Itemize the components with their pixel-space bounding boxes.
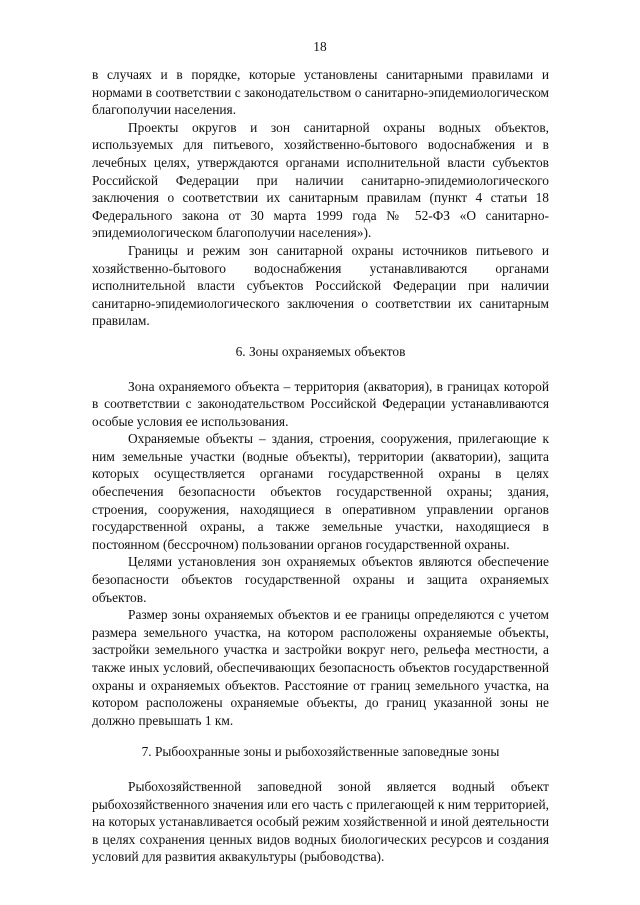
section-6-heading: 6. Зоны охраняемых объектов xyxy=(235,343,406,359)
page-number: 18 xyxy=(313,39,327,54)
section-6-paragraph-4: Размер зоны охраняемых объектов и ее границы определяются с учетом размера земельного участка, на котором расположены охраняемые объекты, застройки земельного участка и застройки вокруг него, рельефа местности, а также иных условий, обеспечивающих безопасность объектов государственной охраны и охраняемых объектов. Расстояние от границ земельного участка, на котором расположены охраняемые объекты, до границ указанной зоны не должно превышать 1 км. xyxy=(92,607,549,728)
section-7-paragraph-1: Рыбохозяйственной заповедной зоной является водный объект рыбохозяйственного значения или его часть с прилегающей к ним территорией, на которых устанавливается особый режим хозяйственной и иной деятельности в целях сохранения ценных видов водных биологических ресурсов и создания условий для развития аквакультуры (рыбоводства). xyxy=(92,778,549,865)
section-6-paragraph-3: Целями установления зон охраняемых объектов являются обеспечение безопасности объектов государственной охраны и защита охраняемых объектов. xyxy=(92,554,549,605)
section-7-heading: 7. Рыбоохранные зоны и рыбохозяйственные заповедные зоны xyxy=(141,744,500,760)
document-body xyxy=(92,66,549,866)
section-6-paragraph-2: Охраняемые объекты – здания, строения, сооружения, прилегающие к ним земельные участки (водные объекты), территории (акватории), защита которых осуществляется органами государственной охраны в целях обеспечения безопасности объектов государственной охраны; здания, строения, сооружения, находящиеся в оперативном управлении органов государственной охраны, а также земельные участки, находящиеся в постоянном (бессрочном) пользовании органов государственной охраны. xyxy=(92,431,549,552)
intro-paragraph-3: Границы и режим зон санитарной охраны источников питьевого и хозяйственно-бытового водоснабжения устанавливаются органами исполнительной власти субъектов Российской Федерации при наличии санитарно-эпидемиологического заключения о соответствии их санитарным правилам. xyxy=(92,242,549,329)
intro-paragraph-2: Проекты округов и зон санитарной охраны водных объектов, используемых для питьевого, хозяйственно-бытового водоснабжения и в лечебных целях, утверждаются органами исполнительной власти субъектов Российской Федерации при наличии санитарно-эпидемиологического заключения о соответствии их санитарным правилам (пункт 4 статьи 18 Федерального закона от 30 марта 1999 года № 52-ФЗ «О санитарно-эпидемиологическом благополучии населения»). xyxy=(92,119,549,241)
section-6-paragraph-1: Зона охраняемого объекта – территория (акватория), в границах которой в соответствии с законодательством Российской Федерации устанавливаются особые условия ее использования. xyxy=(92,378,549,429)
intro-paragraph-1: в случаях и в порядке, которые установлены санитарными правилами и нормами в соответствии с законодательством о санитарно-эпидемиологическом благополучии населения. xyxy=(92,67,549,118)
